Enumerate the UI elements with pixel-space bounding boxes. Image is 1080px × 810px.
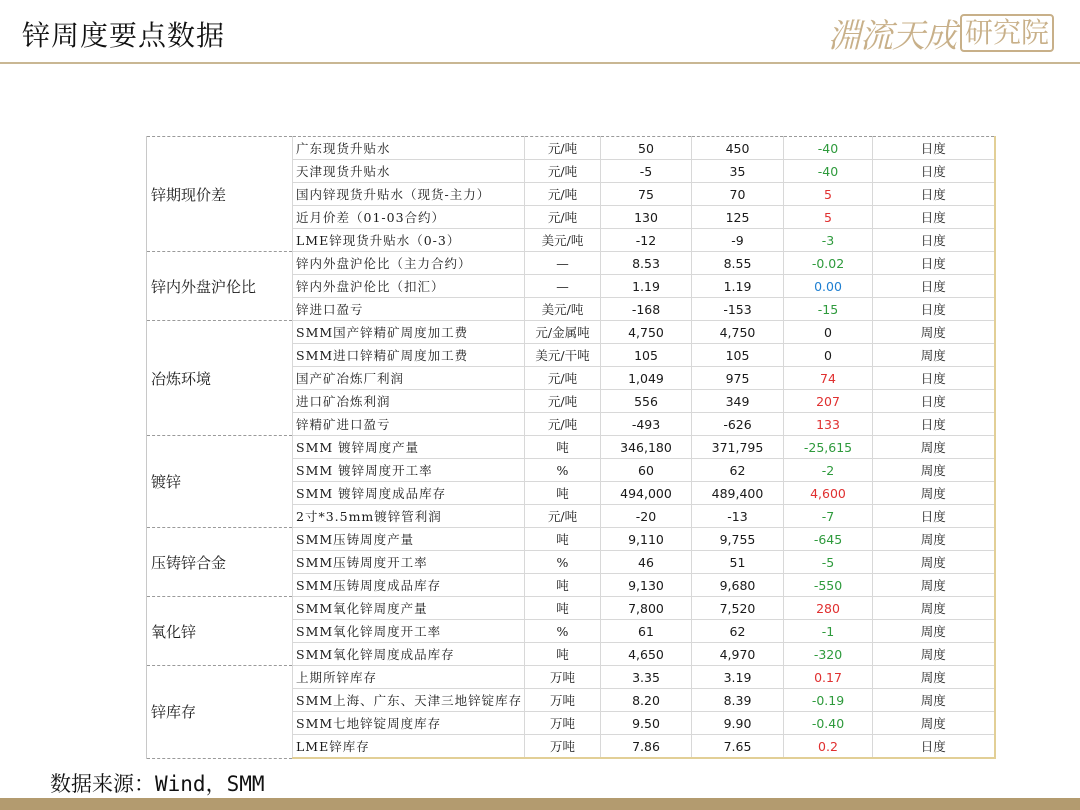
change-cell: -15 xyxy=(784,298,873,321)
current-value-cell: 70 xyxy=(692,183,784,206)
zinc-weekly-table xyxy=(146,136,996,759)
category-cell: 氧化锌 xyxy=(147,597,293,666)
indicator-name-cell: SMM 镀锌周度产量 xyxy=(293,436,525,459)
table-row xyxy=(147,137,995,160)
zinc-weekly-table-container xyxy=(146,136,994,759)
footer-band xyxy=(0,798,1080,810)
current-value-cell: 125 xyxy=(692,206,784,229)
previous-value-cell: 4,750 xyxy=(601,321,692,344)
current-value-cell: 9.90 xyxy=(692,712,784,735)
previous-value-cell: 61 xyxy=(601,620,692,643)
change-cell: 4,600 xyxy=(784,482,873,505)
indicator-name-cell: SMM国产锌精矿周度加工费 xyxy=(293,321,525,344)
current-value-cell: 51 xyxy=(692,551,784,574)
previous-value-cell: 105 xyxy=(601,344,692,367)
previous-value-cell: 9,110 xyxy=(601,528,692,551)
frequency-cell: 周度 xyxy=(873,321,995,344)
table-row xyxy=(147,597,995,620)
change-cell: -645 xyxy=(784,528,873,551)
frequency-cell: 周度 xyxy=(873,597,995,620)
previous-value-cell: 1,049 xyxy=(601,367,692,390)
change-cell: -5 xyxy=(784,551,873,574)
current-value-cell: -9 xyxy=(692,229,784,252)
current-value-cell: 489,400 xyxy=(692,482,784,505)
unit-cell: 元/吨 xyxy=(525,183,601,206)
unit-cell: 元/金属吨 xyxy=(525,321,601,344)
frequency-cell: 周度 xyxy=(873,459,995,482)
previous-value-cell: -168 xyxy=(601,298,692,321)
indicator-name-cell: SMM 镀锌周度成品库存 xyxy=(293,482,525,505)
indicator-name-cell: 广东现货升贴水 xyxy=(293,137,525,160)
change-cell: 74 xyxy=(784,367,873,390)
change-cell: 0 xyxy=(784,321,873,344)
indicator-name-cell: LME锌现货升贴水（0-3） xyxy=(293,229,525,252)
frequency-cell: 日度 xyxy=(873,505,995,528)
indicator-name-cell: SMM压铸周度产量 xyxy=(293,528,525,551)
unit-cell: % xyxy=(525,620,601,643)
change-cell: 280 xyxy=(784,597,873,620)
change-cell: 0.2 xyxy=(784,735,873,759)
frequency-cell: 周度 xyxy=(873,712,995,735)
table-row xyxy=(147,528,995,551)
indicator-name-cell: 锌精矿进口盈亏 xyxy=(293,413,525,436)
unit-cell: 元/吨 xyxy=(525,413,601,436)
previous-value-cell: 3.35 xyxy=(601,666,692,689)
previous-value-cell: 130 xyxy=(601,206,692,229)
change-cell: 133 xyxy=(784,413,873,436)
current-value-cell: 371,795 xyxy=(692,436,784,459)
table-row xyxy=(147,436,995,459)
unit-cell: 元/吨 xyxy=(525,137,601,160)
unit-cell: 万吨 xyxy=(525,666,601,689)
frequency-cell: 日度 xyxy=(873,367,995,390)
unit-cell: 元/吨 xyxy=(525,390,601,413)
indicator-name-cell: SMM七地锌锭周度库存 xyxy=(293,712,525,735)
unit-cell: 吨 xyxy=(525,597,601,620)
frequency-cell: 周度 xyxy=(873,666,995,689)
current-value-cell: 8.39 xyxy=(692,689,784,712)
frequency-cell: 日度 xyxy=(873,160,995,183)
indicator-name-cell: SMM压铸周度成品库存 xyxy=(293,574,525,597)
current-value-cell: 4,750 xyxy=(692,321,784,344)
unit-cell: 吨 xyxy=(525,643,601,666)
table-body xyxy=(147,137,995,759)
current-value-cell: 450 xyxy=(692,137,784,160)
logo-brand-text: 淵流天成 xyxy=(827,15,956,55)
previous-value-cell: 50 xyxy=(601,137,692,160)
current-value-cell: 105 xyxy=(692,344,784,367)
indicator-name-cell: SMM氧化锌周度产量 xyxy=(293,597,525,620)
unit-cell: 元/吨 xyxy=(525,160,601,183)
frequency-cell: 日度 xyxy=(873,229,995,252)
current-value-cell: 9,755 xyxy=(692,528,784,551)
previous-value-cell: 8.53 xyxy=(601,252,692,275)
category-cell: 冶炼环境 xyxy=(147,321,293,436)
current-value-cell: 7.65 xyxy=(692,735,784,759)
unit-cell: — xyxy=(525,252,601,275)
change-cell: 0 xyxy=(784,344,873,367)
unit-cell: 吨 xyxy=(525,528,601,551)
indicator-name-cell: LME锌库存 xyxy=(293,735,525,759)
previous-value-cell: 556 xyxy=(601,390,692,413)
category-cell: 镀锌 xyxy=(147,436,293,528)
indicator-name-cell: 2寸*3.5mm镀锌管利润 xyxy=(293,505,525,528)
previous-value-cell: -12 xyxy=(601,229,692,252)
category-cell: 锌期现价差 xyxy=(147,137,293,252)
current-value-cell: 349 xyxy=(692,390,784,413)
previous-value-cell: 75 xyxy=(601,183,692,206)
current-value-cell: 4,970 xyxy=(692,643,784,666)
frequency-cell: 周度 xyxy=(873,551,995,574)
table-row xyxy=(147,321,995,344)
current-value-cell: 8.55 xyxy=(692,252,784,275)
current-value-cell: 975 xyxy=(692,367,784,390)
current-value-cell: -13 xyxy=(692,505,784,528)
previous-value-cell: -493 xyxy=(601,413,692,436)
previous-value-cell: 60 xyxy=(601,459,692,482)
previous-value-cell: 7,800 xyxy=(601,597,692,620)
frequency-cell: 日度 xyxy=(873,183,995,206)
frequency-cell: 日度 xyxy=(873,298,995,321)
change-cell: -40 xyxy=(784,160,873,183)
unit-cell: 元/吨 xyxy=(525,505,601,528)
category-cell: 锌库存 xyxy=(147,666,293,759)
indicator-name-cell: 进口矿冶炼利润 xyxy=(293,390,525,413)
frequency-cell: 周度 xyxy=(873,643,995,666)
unit-cell: 元/吨 xyxy=(525,206,601,229)
change-cell: -550 xyxy=(784,574,873,597)
change-cell: -1 xyxy=(784,620,873,643)
unit-cell: 美元/吨 xyxy=(525,229,601,252)
change-cell: -0.02 xyxy=(784,252,873,275)
unit-cell: 吨 xyxy=(525,436,601,459)
indicator-name-cell: 天津现货升贴水 xyxy=(293,160,525,183)
frequency-cell: 周度 xyxy=(873,436,995,459)
header-divider xyxy=(0,62,1080,64)
frequency-cell: 周度 xyxy=(873,620,995,643)
change-cell: -25,615 xyxy=(784,436,873,459)
unit-cell: — xyxy=(525,275,601,298)
frequency-cell: 日度 xyxy=(873,413,995,436)
indicator-name-cell: SMM 镀锌周度开工率 xyxy=(293,459,525,482)
previous-value-cell: 4,650 xyxy=(601,643,692,666)
indicator-name-cell: 锌进口盈亏 xyxy=(293,298,525,321)
indicator-name-cell: 国产矿冶炼厂利润 xyxy=(293,367,525,390)
previous-value-cell: 46 xyxy=(601,551,692,574)
change-cell: 5 xyxy=(784,183,873,206)
indicator-name-cell: 上期所锌库存 xyxy=(293,666,525,689)
frequency-cell: 周度 xyxy=(873,482,995,505)
change-cell: 5 xyxy=(784,206,873,229)
previous-value-cell: 9.50 xyxy=(601,712,692,735)
indicator-name-cell: 锌内外盘沪伦比（主力合约） xyxy=(293,252,525,275)
current-value-cell: -153 xyxy=(692,298,784,321)
table-row xyxy=(147,252,995,275)
frequency-cell: 日度 xyxy=(873,275,995,298)
previous-value-cell: 8.20 xyxy=(601,689,692,712)
indicator-name-cell: SMM上海、广东、天津三地锌锭库存 xyxy=(293,689,525,712)
frequency-cell: 日度 xyxy=(873,252,995,275)
previous-value-cell: -20 xyxy=(601,505,692,528)
frequency-cell: 周度 xyxy=(873,528,995,551)
indicator-name-cell: 锌内外盘沪伦比（扣汇） xyxy=(293,275,525,298)
change-cell: -2 xyxy=(784,459,873,482)
frequency-cell: 日度 xyxy=(873,206,995,229)
current-value-cell: 9,680 xyxy=(692,574,784,597)
change-cell: 207 xyxy=(784,390,873,413)
indicator-name-cell: SMM氧化锌周度开工率 xyxy=(293,620,525,643)
unit-cell: 万吨 xyxy=(525,689,601,712)
unit-cell: 元/吨 xyxy=(525,367,601,390)
unit-cell: 吨 xyxy=(525,574,601,597)
frequency-cell: 日度 xyxy=(873,390,995,413)
unit-cell: 万吨 xyxy=(525,712,601,735)
indicator-name-cell: SMM压铸周度开工率 xyxy=(293,551,525,574)
change-cell: -40 xyxy=(784,137,873,160)
indicator-name-cell: SMM氧化锌周度成品库存 xyxy=(293,643,525,666)
unit-cell: 吨 xyxy=(525,482,601,505)
change-cell: 0.00 xyxy=(784,275,873,298)
change-cell: -0.19 xyxy=(784,689,873,712)
current-value-cell: 7,520 xyxy=(692,597,784,620)
change-cell: -320 xyxy=(784,643,873,666)
change-cell: -3 xyxy=(784,229,873,252)
unit-cell: 万吨 xyxy=(525,735,601,759)
table-row xyxy=(147,666,995,689)
current-value-cell: -626 xyxy=(692,413,784,436)
current-value-cell: 1.19 xyxy=(692,275,784,298)
current-value-cell: 3.19 xyxy=(692,666,784,689)
previous-value-cell: 9,130 xyxy=(601,574,692,597)
frequency-cell: 周度 xyxy=(873,344,995,367)
current-value-cell: 35 xyxy=(692,160,784,183)
current-value-cell: 62 xyxy=(692,459,784,482)
unit-cell: 美元/吨 xyxy=(525,298,601,321)
category-cell: 锌内外盘沪伦比 xyxy=(147,252,293,321)
company-logo xyxy=(828,12,1054,54)
indicator-name-cell: SMM进口锌精矿周度加工费 xyxy=(293,344,525,367)
indicator-name-cell: 近月价差（01-03合约） xyxy=(293,206,525,229)
frequency-cell: 日度 xyxy=(873,137,995,160)
data-source-note: 数据来源：Wind，SMM xyxy=(50,772,265,796)
page-title: 锌周度要点数据 xyxy=(22,19,226,52)
change-cell: -0.40 xyxy=(784,712,873,735)
previous-value-cell: 1.19 xyxy=(601,275,692,298)
current-value-cell: 62 xyxy=(692,620,784,643)
change-cell: -7 xyxy=(784,505,873,528)
change-cell: 0.17 xyxy=(784,666,873,689)
previous-value-cell: 494,000 xyxy=(601,482,692,505)
previous-value-cell: 7.86 xyxy=(601,735,692,759)
category-cell: 压铸锌合金 xyxy=(147,528,293,597)
logo-seal: 研究院 xyxy=(960,14,1054,52)
previous-value-cell: 346,180 xyxy=(601,436,692,459)
frequency-cell: 日度 xyxy=(873,735,995,759)
frequency-cell: 周度 xyxy=(873,574,995,597)
frequency-cell: 周度 xyxy=(873,689,995,712)
indicator-name-cell: 国内锌现货升贴水（现货-主力） xyxy=(293,183,525,206)
unit-cell: 美元/干吨 xyxy=(525,344,601,367)
unit-cell: % xyxy=(525,459,601,482)
previous-value-cell: -5 xyxy=(601,160,692,183)
unit-cell: % xyxy=(525,551,601,574)
